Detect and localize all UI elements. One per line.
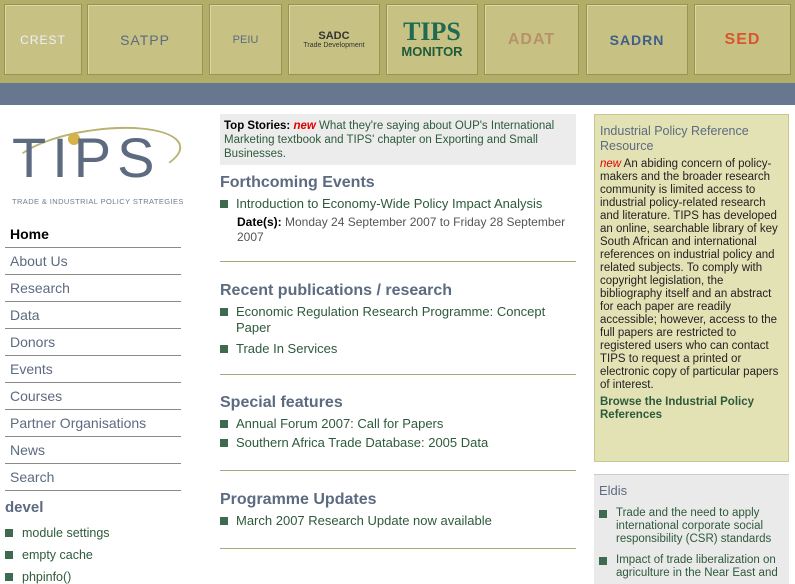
new-badge: new	[600, 158, 622, 170]
square-bullet-icon	[220, 200, 228, 208]
partner-name: TIPS	[403, 17, 461, 46]
partner-name: SED	[724, 30, 761, 48]
feature-link[interactable]	[220, 416, 576, 432]
partner-logo-sadrn[interactable]	[586, 4, 688, 75]
feature-title: Southern Africa Trade Database: 2005 Data	[236, 435, 489, 450]
devel-link-phpinfo[interactable]	[5, 566, 185, 584]
nav-item-news[interactable]: News	[5, 437, 181, 464]
square-bullet-icon	[220, 345, 228, 353]
section-divider	[220, 374, 576, 375]
partner-logo-peiu[interactable]	[209, 4, 282, 75]
partner-name: SATPP	[120, 31, 170, 48]
square-bullet-icon	[220, 420, 228, 428]
header-stripe	[0, 83, 795, 105]
devel-block	[5, 499, 185, 584]
square-bullet-icon	[220, 439, 228, 447]
devel-link-module-settings[interactable]	[5, 522, 185, 544]
industrial-policy-reference-box	[594, 114, 789, 462]
devel-link-empty-cache[interactable]	[5, 544, 185, 566]
browse-references-link[interactable]: Browse the Industrial Policy References	[600, 396, 755, 421]
box-description	[600, 158, 783, 392]
partner-logo-satpp[interactable]	[87, 4, 203, 75]
section-title: Special features	[220, 394, 343, 411]
date-value: Monday 24 September 2007 to Friday 28 September 2007	[237, 215, 566, 244]
partner-name: ADAT	[507, 30, 556, 48]
logo-wordmark: TIPS	[12, 126, 161, 189]
new-badge: new	[293, 120, 316, 132]
eldis-box	[594, 474, 789, 584]
partner-logo-adat[interactable]	[484, 4, 579, 75]
main-content	[220, 114, 576, 528]
eldis-link[interactable]	[599, 507, 784, 546]
publication-title: Economic Regulation Research Programme: Concept Paper	[236, 304, 546, 335]
nav-item-events[interactable]: Events	[5, 356, 181, 383]
main-nav	[5, 221, 181, 491]
section-title: Programme Updates	[220, 491, 377, 508]
section-title: Forthcoming Events	[220, 174, 375, 191]
box-title: Eldis	[599, 483, 628, 498]
partner-logo-tips-monitor[interactable]	[386, 4, 478, 75]
nav-item-partner-organisations[interactable]: Partner Organisations	[5, 410, 181, 437]
box-title: Industrial Policy Reference Resource	[600, 124, 749, 153]
date-label: Date(s):	[237, 215, 282, 229]
feature-link[interactable]	[220, 435, 576, 451]
publication-link[interactable]	[220, 304, 576, 336]
section-divider	[220, 548, 576, 549]
tips-logo[interactable]	[8, 125, 188, 215]
nav-item-home[interactable]: Home	[5, 221, 181, 248]
partner-name: CREST	[20, 32, 66, 47]
square-bullet-icon	[599, 557, 607, 565]
top-stories-label: Top Stories:	[224, 120, 291, 132]
section-divider	[220, 261, 576, 262]
event-title: Introduction to Economy-Wide Policy Impact Analysis	[236, 196, 543, 211]
publications-section	[220, 282, 576, 360]
event-date	[220, 215, 576, 245]
publication-link[interactable]	[220, 341, 576, 357]
square-bullet-icon	[599, 510, 607, 518]
section-title: Recent publications / research	[220, 282, 453, 299]
update-title: March 2007 Research Update now available	[236, 513, 492, 528]
partner-name: SADC	[318, 30, 350, 42]
nav-item-about-us[interactable]: About Us	[5, 248, 181, 275]
partner-name: SADRN	[609, 31, 665, 48]
update-link[interactable]	[220, 513, 576, 529]
square-bullet-icon	[5, 529, 13, 537]
eldis-item-title: Trade and the need to apply international corporate social responsibility (CSR) standards	[616, 507, 772, 545]
partner-logo-sed[interactable]	[694, 4, 791, 75]
partner-banner	[0, 0, 795, 83]
partner-subtitle: Trade Development	[303, 42, 365, 49]
partner-logo-crest[interactable]	[4, 4, 82, 75]
left-sidebar	[0, 105, 190, 584]
partner-subtitle: MONITOR	[401, 44, 463, 59]
special-features-section	[220, 394, 576, 454]
square-bullet-icon	[220, 517, 228, 525]
nav-item-search[interactable]: Search	[5, 464, 181, 491]
devel-title: devel	[5, 499, 44, 516]
publication-title: Trade In Services	[236, 341, 338, 356]
link-label: empty cache	[22, 548, 93, 562]
nav-item-data[interactable]: Data	[5, 302, 181, 329]
nav-item-donors[interactable]: Donors	[5, 329, 181, 356]
square-bullet-icon	[220, 308, 228, 316]
description-text: An abiding concern of policy-makers and the broader research community is limited access to industrial policy-related research and literature. TIPS has developed an online, searchable library of key South African and international references on industrial policy and related subjects. To comply with copyright legislation, the bibliography itself and an abstract for each paper are readily accessible; however, access to the full papers are restricted to registered users who can contact TIPS to request a printed or electronic copy of particular papers of interest.	[600, 158, 779, 391]
top-stories-box	[220, 114, 576, 165]
forthcoming-events-section	[220, 174, 576, 245]
programme-updates-section	[220, 491, 576, 532]
event-link[interactable]	[220, 196, 576, 212]
feature-title: Annual Forum 2007: Call for Papers	[236, 416, 444, 431]
logo-tagline: TRADE & INDUSTRIAL POLICY STRATEGIES	[12, 197, 184, 206]
partner-name: PEIU	[232, 33, 259, 46]
square-bullet-icon	[5, 551, 13, 559]
top-story-link[interactable]: What they're saying about OUP's International Marketing textbook and TIPS' chapter on Exporting and Small Businesses.	[224, 120, 555, 160]
right-sidebar	[594, 114, 789, 584]
eldis-link[interactable]	[599, 554, 784, 580]
nav-item-research[interactable]: Research	[5, 275, 181, 302]
nav-item-courses[interactable]: Courses	[5, 383, 181, 410]
link-label: module settings	[22, 526, 110, 540]
section-divider	[220, 470, 576, 471]
link-label: phpinfo()	[22, 570, 72, 584]
square-bullet-icon	[5, 573, 13, 581]
eldis-item-title: Impact of trade liberalization on agriculture in the Near East and	[616, 554, 778, 579]
partner-logo-sadc[interactable]	[288, 4, 380, 75]
